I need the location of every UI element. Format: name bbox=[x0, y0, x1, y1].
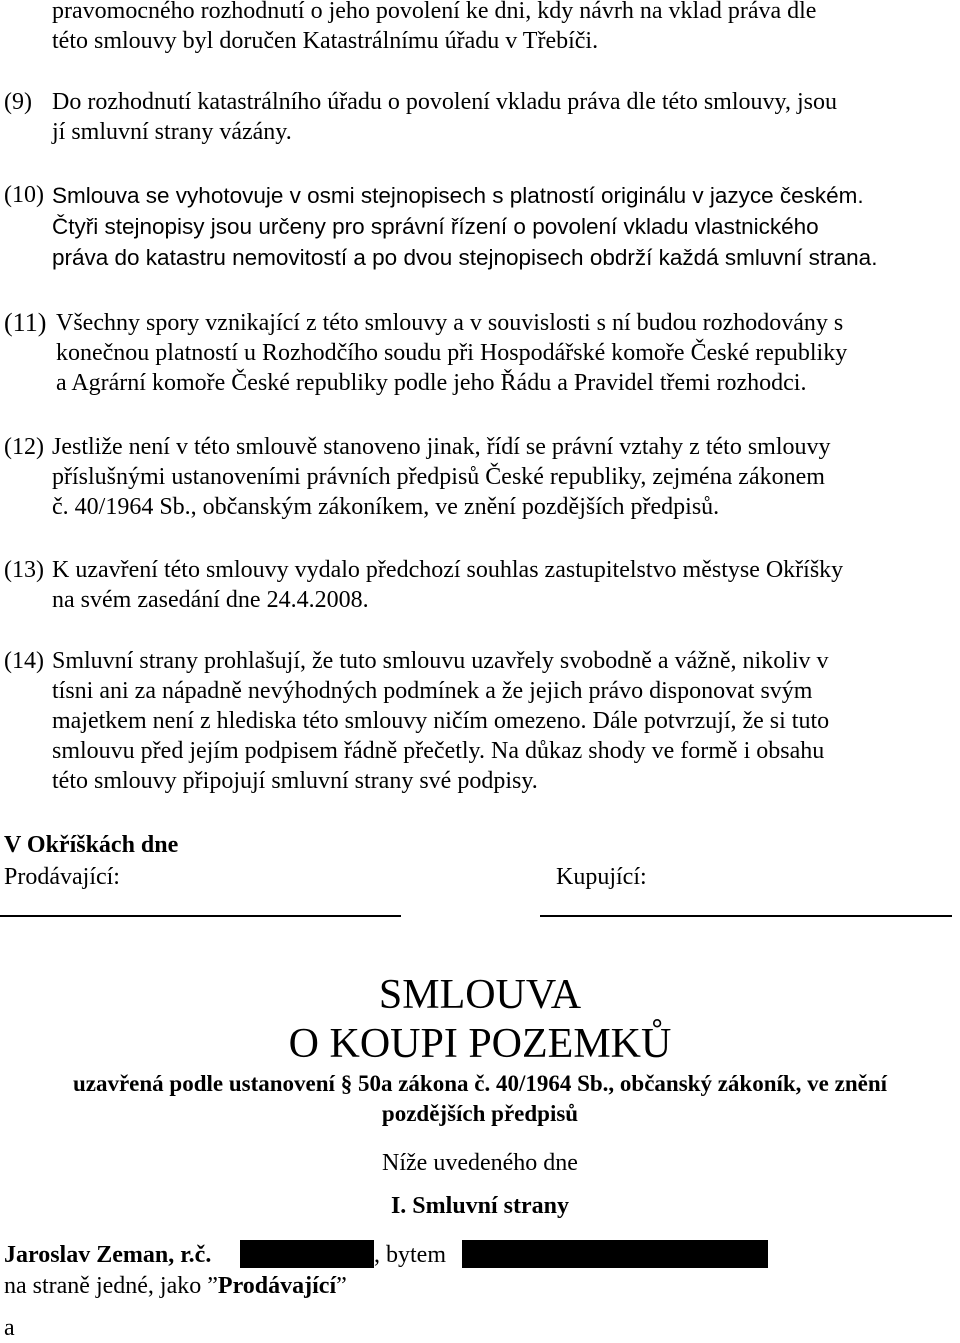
paragraph-12 bbox=[4, 432, 952, 522]
paragraph-number: (14) bbox=[4, 648, 44, 674]
paragraph-line: práva do katastru nemovitostí a po dvou stejnopisech obdrží každá smluvní strana. bbox=[52, 245, 878, 270]
section-heading: I. Smluvní strany bbox=[390, 1193, 570, 1219]
paragraph-line: této smlouvy byl doručen Katastrálnímu úřadu v Třebíči. bbox=[52, 28, 599, 54]
law-reference-line: uzavřená podle ustanovení § 50a zákona č. 40/1964 Sb., občanský zákoník, ve znění bbox=[72, 1071, 888, 1096]
paragraph-line: Smluvní strany prohlašují, že tuto smlouvu uzavřely svobodně a vážně, nikoliv v bbox=[52, 648, 829, 674]
residence-label: , bytem bbox=[374, 1242, 446, 1268]
paragraph-line: Všechny spory vznikající z této smlouvy a v souvislosti s ní budou rozhodovány s bbox=[56, 310, 844, 336]
party-role-prefix: na straně jedné, jako ” bbox=[4, 1273, 218, 1299]
buyer-signature-line bbox=[540, 915, 952, 917]
paragraph-number: (9) bbox=[4, 89, 32, 115]
paragraph-14 bbox=[4, 646, 952, 796]
paragraph-line: této smlouvy připojují smluvní strany své podpisy. bbox=[52, 768, 538, 794]
paragraph-line: Jestliže není v této smlouvě stanoveno jinak, řídí se právní vztahy z této smlouvy bbox=[52, 434, 831, 460]
paragraph-10 bbox=[4, 180, 952, 273]
seller-label: Prodávající: bbox=[4, 864, 120, 890]
redacted-address bbox=[462, 1240, 768, 1268]
date-line: Níže uvedeného dne bbox=[382, 1150, 578, 1176]
paragraph-13 bbox=[4, 555, 952, 615]
paragraph-number: (12) bbox=[4, 434, 44, 460]
paragraph-number: (13) bbox=[4, 557, 44, 583]
law-reference-line: pozdějších předpisů bbox=[381, 1101, 579, 1126]
paragraph-number: (10) bbox=[4, 182, 44, 208]
party-role-line bbox=[4, 1271, 347, 1301]
paragraph-number: (11) bbox=[4, 308, 47, 337]
paragraph-8-continuation bbox=[4, 0, 952, 56]
paragraph-line: č. 40/1964 Sb., občanským zákoníkem, ve znění pozdějších předpisů. bbox=[52, 494, 720, 520]
party-role-suffix: ” bbox=[336, 1273, 347, 1299]
paragraph-line: Do rozhodnutí katastrálního úřadu o povolení vkladu práva dle této smlouvy, jsou bbox=[52, 89, 837, 115]
redacted-birth-number bbox=[240, 1240, 374, 1268]
paragraph-11 bbox=[4, 308, 952, 398]
party-role: Prodávající bbox=[217, 1273, 337, 1299]
buyer-label: Kupující: bbox=[556, 864, 647, 890]
paragraph-9 bbox=[4, 87, 952, 147]
paragraph-line: pravomocného rozhodnutí o jeho povolení ke dni, kdy návrh na vklad práva dle bbox=[52, 0, 817, 24]
contract-title: SMLOUVA bbox=[378, 972, 582, 1018]
paragraph-line: konečnou platností u Rozhodčího soudu při Hospodářské komoře České republiky bbox=[56, 340, 848, 366]
paragraph-line: K uzavření této smlouvy vydalo předchozí souhlas zastupitelstvo městyse Okříšky bbox=[52, 557, 844, 583]
contract-subtitle: O KOUPI POZEMKŮ bbox=[288, 1021, 672, 1067]
paragraph-line: jí smluvní strany vázány. bbox=[52, 119, 292, 145]
conjunction: a bbox=[4, 1315, 15, 1341]
paragraph-line: majetkem není z hlediska této smlouvy ničím omezeno. Dále potvrzují, že si tuto bbox=[52, 708, 830, 734]
paragraph-line: Čtyři stejnopisy jsou určeny pro správní řízení o povolení vkladu vlastnického bbox=[52, 214, 819, 239]
party-name: Jaroslav Zeman, r.č. bbox=[4, 1242, 212, 1268]
paragraph-line: Smlouva se vyhotovuje v osmi stejnopisech s platností originálu v jazyce českém. bbox=[52, 183, 864, 208]
seller-signature-line bbox=[0, 915, 401, 917]
paragraph-line: tísni ani za nápadně nevýhodných podmínek a že jejich právo disponovat svým bbox=[52, 678, 813, 704]
paragraph-line: a Agrární komoře České republiky podle jeho Řádu a Pravidel třemi rozhodci. bbox=[56, 370, 807, 396]
paragraph-line: na svém zasedání dne 24.4.2008. bbox=[52, 587, 369, 613]
paragraph-line: smlouvu před jejím podpisem řádně přečetly. Na důkaz shody ve formě i obsahu bbox=[52, 738, 825, 764]
place-date-line: V Okříškách dne bbox=[4, 832, 179, 858]
paragraph-line: příslušnými ustanoveními právních předpisů České republiky, zejména zákonem bbox=[52, 464, 825, 490]
